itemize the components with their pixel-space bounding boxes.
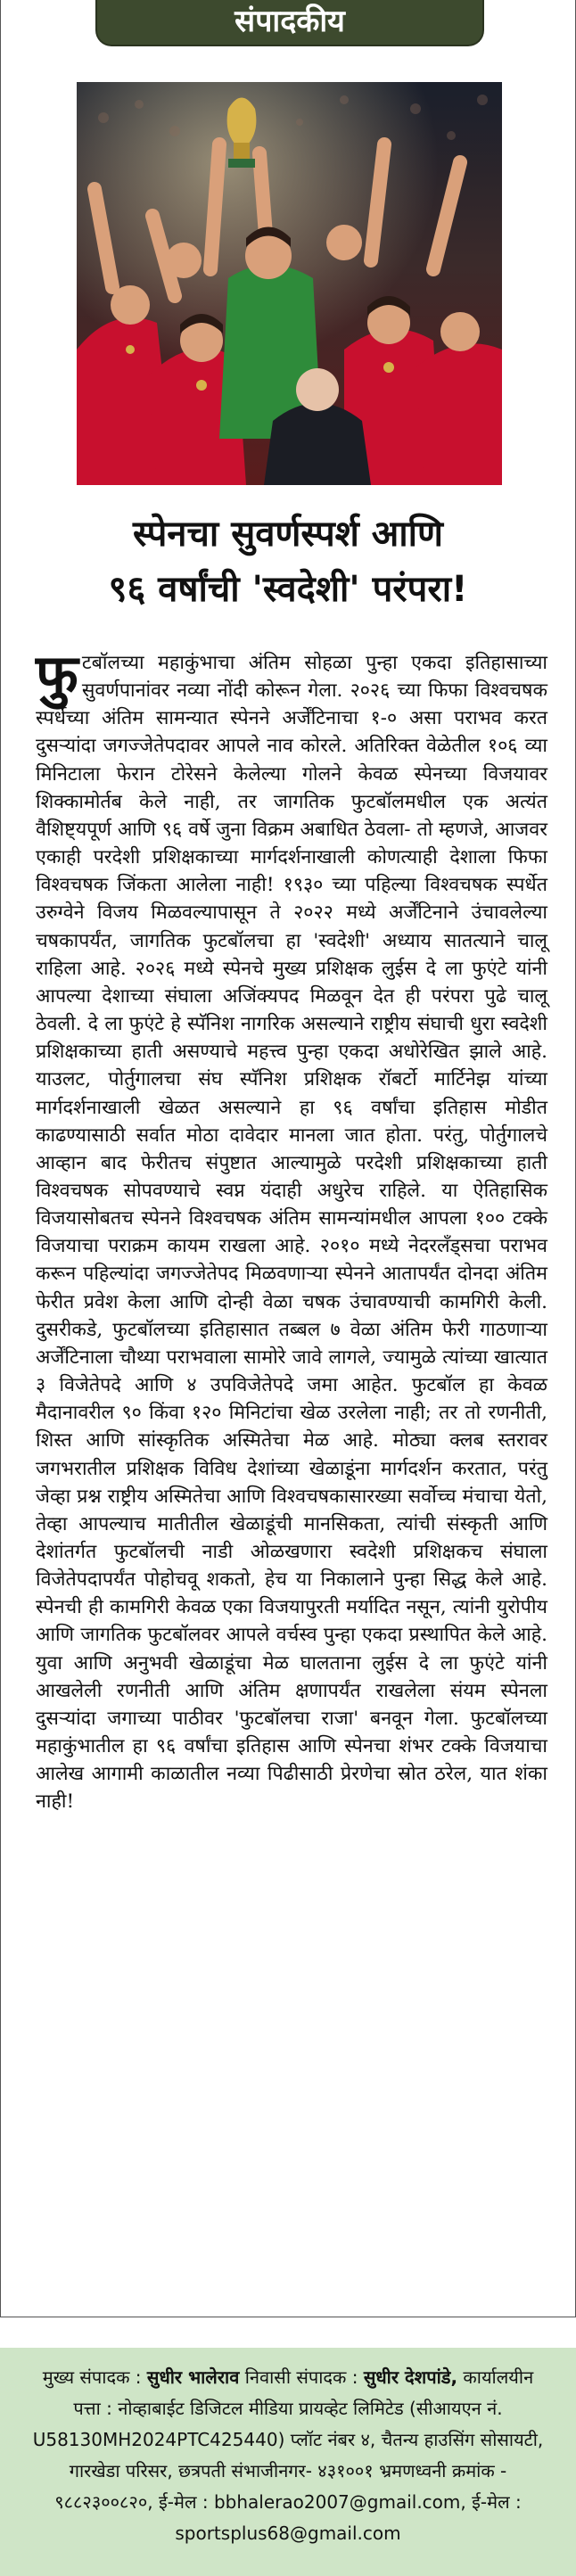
email-1[interactable]: bbhalerao2007@gmail.com,: [213, 2491, 466, 2513]
article-text: टबॉलच्या महाकुंभाचा अंतिम सोहळा पुन्हा एकदा इतिहासाच्या सुवर्णपानांवर नव्या नोंदी कोरून गेला. २०२६ च्या फिफा विश्वचषक स्पर्धेच्या अंतिम सामन्यात स्पेनने अर्जेंटिनाचा १-० असा पराभव करत दुसऱ्यांदा जगज्जेतेपदावर आपले नाव कोरले. अतिरिक्त वेळेतील १०६ व्या मिनिटाला फेरान टोरेसने केलेल्या गोलने केवळ स्पेनच्या विजयावर शिक्कामोर्तब केले नाही, तर जागतिक फुटबॉलमधील एक अत्यंत वैशिष्ट्यपूर्ण आणि ९६ वर्षे जुना विक्रम अबाधित ठेवला- तो म्हणजे, आजवर एकाही परदेशी प्रशिक्षकाच्या मार्गदर्शनाखाली कोणत्याही देशाला फिफा विश्वचषक जिंकता आलेला नाही! १९३० च्या पहिल्या विश्वचषक स्पर्धेत उरुग्वेने विजय मिळवल्यापासून ते २०२२ मध्ये अर्जेंटिनाने उंचावलेल्या चषकापर्यंत, जागतिक फुटबॉलचा हा 'स्वदेशी' अध्याय सातत्याने चालू राहिला आहे. २०२६ मध्ये स्पेनचे मुख्य प्रशिक्षक लुईस दे ला फुएंटे यांनी आपल्या देशाच्या संघाला अजिंक्यपद मिळवून देत ही परंपरा पुढे चालू ठेवली. दे ला फुएंटे हे स्पॅनिश नागरिक असल्याने राष्ट्रीय संघाची धुरा स्वदेशी प्रशिक्षकाच्या हाती असण्याचे महत्त्व पुन्हा एकदा अधोरेखित झाले आहे. याउलट, पोर्तुगालचा संघ स्पॅनिश प्रशिक्षक रॉबर्टो मार्टिनेझ यांच्या मार्गदर्शनाखाली खेळत असल्याने हा ९६ वर्षांचा इतिहास मोडीत काढण्यासाठी सर्वात मोठा दावेदार मानला जात होता. परंतु, पोर्तुगालचे आव्हान बाद फेरीतच संपुष्टात आल्यामुळे परदेशी प्रशिक्षकाच्या हाती विश्वचषक सोपवण्याचे स्वप्न यंदाही अधुरेच राहिले. या ऐतिहासिक विजयासोबतच स्पेनने विश्वचषक अंतिम सामन्यांमधील आपला १०० टक्के विजयाचा पराक्रम कायम राखला आहे. २०१० मध्ये नेदरलँड्सचा पराभव करून पहिल्यांदा जगज्जेतेपद मिळवणाऱ्या स्पेनने आतापर्यंत दोनदा अंतिम फेरीत प्रवेश केला आणि दोन्ही वेळा चषक उंचावण्याची कामगिरी केली. दुसरीकडे, फुटबॉलच्या इतिहासात तब्बल ७ वेळा अंतिम फेरी गाठणाऱ्या अर्जेंटिनाला चौथ्या पराभवाला सामोरे जावे लागले, ज्यामुळे त्यांच्या खात्यात ३ विजेतेपदे आणि ४ उपविजेतेपदे जमा आहेत. फुटबॉल हा केवळ मैदानावरील ९० किंवा १२० मिनिटांचा खेळ उरलेला नाही; तर तो रणनीती, शिस्त आणि सांस्कृतिक अस्मितेचा मेळ आहे. मोठ्या क्लब स्तरावर जगभरातील प्रशिक्षक विविध देशांच्या खेळाडूंना मार्गदर्शन करतात, परंतु जेव्हा प्रश्न राष्ट्रीय अस्मितेचा आणि विश्वचषकासारख्या सर्वोच्च मंचाचा येतो, तेव्हा आपल्याच मातीतील खेळाडूंची मानसिकता, त्यांची संस्कृती आणि देशांतर्गत फुटबॉलची नाडी ओळखणारा स्वदेशी प्रशिक्षकच संघाला विजेतेपदापर्यंत पोहोचवू शकतो, हेच या निकालाने पुन्हा सिद्ध केले आहे. स्पेनची ही कामगिरी केवळ एका विजयापुरती मर्यादित नसून, त्यांनी युरोपीय आणि जागतिक फुटबॉलवर आपले वर्चस्व पुन्हा एकदा प्रस्थापित केले आहे. युवा आणि अनुभवी खेळाडूंचा मेळ घालताना लुईस दे ला फुएंटे यांनी आखलेली रणनीती आणि अंतिम क्षणापर्यंत राखलेला संयम स्पेनला दुसऱ्यांदा जगाच्या पाठीवर 'फुटबॉलचा राजा' बनवून गेला. फुटबॉलच्या महाकुंभातील हा ९६ वर्षांचा इतिहास आणि स्पेनचा शंभर टक्के विजयाचा आलेख आगामी काळातील नव्या पिढीसाठी प्रेरणेचा स्रोत ठरेल, यात शंका नाही!: [36, 652, 547, 1814]
email-2-label: ई-मेल :: [472, 2491, 522, 2513]
imprint-footer: [0, 2348, 576, 2576]
phone-number: ९८८२३००८२०,: [54, 2491, 153, 2513]
headline-line-2: ९६ वर्षांची 'स्वदेशी' परंपरा!: [108, 569, 468, 610]
section-title: संपादकीय: [235, 4, 345, 39]
headline: [18, 506, 558, 617]
resident-editor-label: निवासी संपादक :: [244, 2366, 358, 2388]
office-label: कार्यालयीन पत्ता :: [73, 2366, 534, 2419]
address-line-1: प्लॉट नंबर ४, चैतन्य: [290, 2429, 419, 2450]
drop-cap: फु: [36, 642, 78, 707]
cin-number: (सीआयएन नं. U58130MH2024PTC425440): [32, 2398, 503, 2450]
address-line-2: हाउसिंग सोसायटी, गारखेडा परिसर, छत्रपती संभाजीनगर- ४३१००१: [69, 2429, 544, 2481]
office-company: नोव्हाबाईट डिजिटल मीडिया प्रायव्हेट लिमिटेड: [118, 2398, 404, 2419]
imprint-text: [27, 2362, 549, 2549]
email-2[interactable]: sportsplus68@gmail.com: [175, 2523, 401, 2544]
headline-line-1: स्पेनचा सुवर्णस्पर्श आणि: [133, 514, 443, 555]
article-body: [36, 642, 547, 1816]
resident-editor: सुधीर देशपांडे,: [363, 2366, 458, 2388]
phone-label: भ्रमणध्वनी क्रमांक -: [379, 2460, 507, 2481]
article-photo: [77, 82, 502, 485]
chief-editor: सुधीर भालेराव: [146, 2366, 240, 2388]
section-masthead: [95, 0, 484, 46]
email-1-label: ई-मेल :: [158, 2491, 209, 2513]
chief-editor-label: मुख्य संपादक :: [42, 2366, 142, 2388]
